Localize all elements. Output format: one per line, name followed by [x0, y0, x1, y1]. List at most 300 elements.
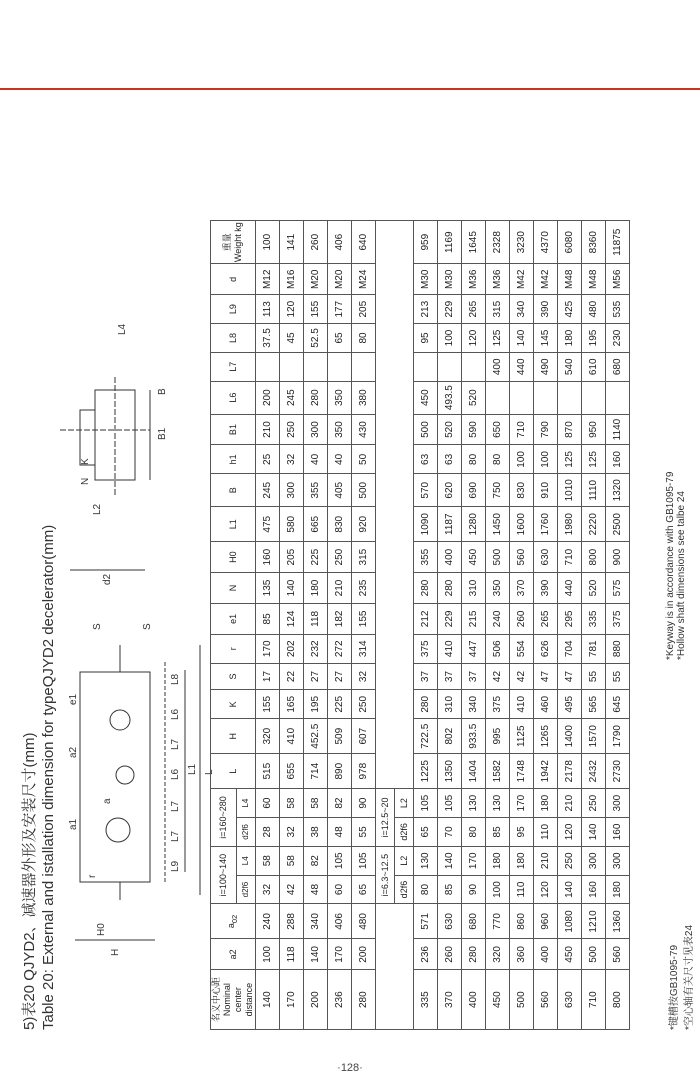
table-cell: 515: [256, 754, 280, 789]
table-cell: 170: [328, 939, 352, 970]
table-cell: 42: [510, 663, 534, 690]
table-body-large-sizes: [414, 221, 630, 1030]
table-cell: 140: [438, 846, 462, 875]
table-cell: 722.5: [414, 719, 438, 754]
table-cell: 630: [534, 542, 558, 573]
table-cell: 590: [462, 414, 486, 445]
table-cell: 180: [304, 573, 328, 604]
dim-label: a2: [68, 746, 79, 758]
table-cell: 130: [414, 846, 438, 875]
table-cell: 570: [414, 474, 438, 507]
col-header: r: [211, 634, 256, 663]
dim-label: L2: [92, 503, 103, 515]
table-cell: 118: [304, 603, 328, 634]
table-cell: 280: [352, 970, 376, 1030]
table-cell: 1748: [510, 754, 534, 789]
table-cell: 80: [486, 445, 510, 474]
table-cell: 125: [558, 445, 582, 474]
table-cell: 350: [328, 414, 352, 445]
page-number: ·128·: [337, 1062, 363, 1074]
table-cell: [534, 381, 558, 414]
table-row: [486, 221, 510, 1030]
table-cell: 42: [280, 875, 304, 904]
table-cell: 210: [328, 573, 352, 604]
col-header: L: [211, 754, 256, 789]
table-cell: 250: [582, 789, 606, 818]
table-cell: 52.5: [304, 324, 328, 353]
table-cell: M56: [606, 264, 630, 295]
table-cell: 37: [462, 663, 486, 690]
table-cell: 300: [280, 474, 304, 507]
col-subheader: d2f6: [395, 818, 414, 847]
table-cell: 200: [256, 381, 280, 414]
table-cell: 27: [304, 663, 328, 690]
table-cell: 400: [534, 939, 558, 970]
table-cell: 1600: [510, 507, 534, 542]
table-cell: 500: [414, 414, 438, 445]
col-header: K: [211, 690, 256, 719]
table-cell: 645: [606, 690, 630, 719]
table-cell: 229: [438, 603, 462, 634]
table-row: [510, 221, 534, 1030]
table-cell: 120: [462, 324, 486, 353]
table-cell: 250: [328, 542, 352, 573]
table-cell: 1360: [606, 904, 630, 939]
table-cell: 47: [558, 663, 582, 690]
table-cell: 480: [582, 295, 606, 324]
table-cell: 205: [352, 295, 376, 324]
table-row: [534, 221, 558, 1030]
table-cell: 2178: [558, 754, 582, 789]
dim-label: L7: [170, 738, 181, 750]
table-cell: 310: [438, 690, 462, 719]
table-cell: 240: [256, 904, 280, 939]
table-cell: 145: [534, 324, 558, 353]
table-cell: 28: [256, 818, 280, 847]
table-cell: 1404: [462, 754, 486, 789]
table-cell: 45: [280, 324, 304, 353]
table-cell: 48: [304, 875, 328, 904]
table-cell: [438, 352, 462, 381]
table-cell: 1942: [534, 754, 558, 789]
table-cell: 460: [534, 690, 558, 719]
table-cell: 450: [486, 970, 510, 1030]
table-cell: 225: [328, 690, 352, 719]
table-cell: 520: [438, 414, 462, 445]
table-cell: 229: [438, 295, 462, 324]
footnote-chinese: *键槽按GB1095-79 *空心轴有关尺寸见表24: [669, 924, 695, 1030]
table-cell: 170: [280, 970, 304, 1030]
table-cell: 335: [414, 970, 438, 1030]
table-cell: 571: [414, 904, 438, 939]
table-cell: 626: [534, 634, 558, 663]
col-header: N: [211, 573, 256, 604]
table-row: [328, 221, 352, 1030]
table-cell: 130: [486, 789, 510, 818]
dim-label: d2: [102, 573, 113, 585]
table-cell: 390: [534, 573, 558, 604]
table-cell: M30: [414, 264, 438, 295]
table-cell: 4370: [534, 221, 558, 264]
table-cell: 58: [256, 846, 280, 875]
table-cell: 800: [582, 542, 606, 573]
table-cell: 200: [352, 939, 376, 970]
dimension-table: [210, 220, 630, 1030]
table-cell: 85: [486, 818, 510, 847]
col-header: h1: [211, 445, 256, 474]
table-cell: M48: [558, 264, 582, 295]
table-cell: 40: [328, 445, 352, 474]
table-cell: M20: [328, 264, 352, 295]
table-cell: 90: [352, 789, 376, 818]
table-cell: 100: [486, 875, 510, 904]
table-cell: 950: [582, 414, 606, 445]
table-cell: 58: [280, 789, 304, 818]
table-cell: 630: [558, 970, 582, 1030]
table-cell: 48: [328, 818, 352, 847]
drawing-labels: [68, 323, 215, 956]
rotated-page-content: [0, 140, 700, 1040]
table-cell: 260: [510, 603, 534, 634]
table-cell: 105: [328, 846, 352, 875]
table-cell: 80: [352, 324, 376, 353]
table-cell: 620: [438, 474, 462, 507]
table-cell: 240: [486, 603, 510, 634]
table-cell: 400: [462, 970, 486, 1030]
col-header: e1: [211, 603, 256, 634]
table-cell: 300: [304, 414, 328, 445]
col-subheader: d2f6: [236, 818, 255, 847]
col-header: B: [211, 474, 256, 507]
table-cell: 170: [510, 789, 534, 818]
table-cell: 781: [582, 634, 606, 663]
col-subheader: L4: [236, 789, 255, 818]
table-cell: 360: [510, 939, 534, 970]
table-cell: 1450: [486, 507, 510, 542]
col-header: $a_{02}$: [211, 904, 256, 939]
table-cell: 17: [256, 663, 280, 690]
table-cell: 310: [462, 573, 486, 604]
table-cell: 565: [582, 690, 606, 719]
footnote-english: *Keyway is in accordance with GB1095-79 *Hollow shaft dimensions see talbe 24: [665, 471, 687, 660]
table-cell: 560: [510, 542, 534, 573]
table-row: [414, 221, 438, 1030]
table-cell: 110: [534, 818, 558, 847]
table-cell: 890: [328, 754, 352, 789]
table-cell: 554: [510, 634, 534, 663]
table-row: [256, 221, 280, 1030]
table-cell: 182: [328, 603, 352, 634]
dim-label: r: [87, 874, 98, 878]
table-cell: 680: [606, 352, 630, 381]
table-cell: 225: [304, 542, 328, 573]
col-header: H: [211, 719, 256, 754]
table-row: [438, 221, 462, 1030]
dim-label: a1: [68, 818, 79, 830]
dim-label: L9: [170, 860, 181, 872]
table-cell: 405: [328, 474, 352, 507]
table-cell: 710: [558, 542, 582, 573]
table-cell: 280: [304, 381, 328, 414]
table-cell: 140: [558, 875, 582, 904]
table-cell: 1125: [510, 719, 534, 754]
table-body-small-sizes: [256, 221, 376, 1030]
table-cell: 170: [256, 634, 280, 663]
table-cell: 490: [534, 352, 558, 381]
table-cell: 410: [280, 719, 304, 754]
table-cell: 280: [462, 939, 486, 970]
table-cell: 535: [606, 295, 630, 324]
table-row: [304, 221, 328, 1030]
table-cell: 160: [606, 818, 630, 847]
table-cell: 113: [256, 295, 280, 324]
table-cell: 500: [582, 939, 606, 970]
dim-label: S: [142, 623, 153, 630]
table-cell: 160: [256, 542, 280, 573]
table-cell: 11875: [606, 221, 630, 264]
ratio-subheader-row: [395, 221, 414, 1030]
col-subheader: L2: [395, 846, 414, 875]
table-cell: 978: [352, 754, 376, 789]
table-cell: M42: [534, 264, 558, 295]
table-cell: [582, 381, 606, 414]
table-cell: 450: [558, 939, 582, 970]
table-cell: 560: [606, 939, 630, 970]
table-cell: 80: [462, 445, 486, 474]
table-cell: 560: [534, 970, 558, 1030]
col-subheader: L4: [236, 846, 255, 875]
table-cell: [414, 352, 438, 381]
table-cell: 500: [510, 970, 534, 1030]
table-cell: 933.5: [462, 719, 486, 754]
dim-label: L7: [170, 800, 181, 812]
table-cell: 110: [510, 875, 534, 904]
table-cell: [280, 352, 304, 381]
col-header: L9: [211, 295, 256, 324]
col-header: 名义中心距 Nominal center distance: [211, 970, 256, 1030]
table-cell: 704: [558, 634, 582, 663]
col-subheader: L2: [395, 789, 414, 818]
table-cell: 959: [414, 221, 438, 264]
table-cell: 37: [414, 663, 438, 690]
table-cell: 265: [534, 603, 558, 634]
ratio-label: i=12.5~20: [376, 789, 395, 847]
table-cell: 280: [438, 573, 462, 604]
table-cell: 960: [534, 904, 558, 939]
table-cell: 180: [486, 846, 510, 875]
table-cell: 509: [328, 719, 352, 754]
dim-label: B1: [157, 427, 168, 440]
table-cell: [486, 381, 510, 414]
table-cell: 1110: [582, 474, 606, 507]
col-header: S: [211, 663, 256, 690]
table-cell: 452.5: [304, 719, 328, 754]
table-cell: M20: [304, 264, 328, 295]
table-cell: 1570: [582, 719, 606, 754]
table-cell: 100: [256, 221, 280, 264]
table-cell: 690: [462, 474, 486, 507]
table-cell: 610: [582, 352, 606, 381]
table-cell: 63: [414, 445, 438, 474]
table-cell: 213: [414, 295, 438, 324]
table-cell: 1400: [558, 719, 582, 754]
table-cell: 580: [280, 507, 304, 542]
col-header: i=100~140: [211, 846, 237, 904]
table-cell: 232: [304, 634, 328, 663]
table-cell: 85: [438, 875, 462, 904]
table-cell: 430: [352, 414, 376, 445]
table-cell: 141: [280, 221, 304, 264]
header-row: [211, 221, 237, 1030]
table-cell: 425: [558, 295, 582, 324]
col-subheader: d2f6: [395, 875, 414, 904]
table-cell: 85: [256, 603, 280, 634]
table-cell: 160: [606, 445, 630, 474]
table-cell: 55: [606, 663, 630, 690]
table-cell: 870: [558, 414, 582, 445]
table-cell: 260: [304, 221, 328, 264]
table-cell: 2432: [582, 754, 606, 789]
table-cell: 60: [328, 875, 352, 904]
table-cell: 350: [328, 381, 352, 414]
table-cell: 320: [486, 939, 510, 970]
table-cell: 1169: [438, 221, 462, 264]
table-cell: 180: [606, 875, 630, 904]
table-cell: 27: [328, 663, 352, 690]
table-cell: 860: [510, 904, 534, 939]
table-cell: 350: [486, 573, 510, 604]
table-row: [352, 221, 376, 1030]
table-cell: 300: [606, 846, 630, 875]
table-cell: 1265: [534, 719, 558, 754]
table-row: [462, 221, 486, 1030]
table-cell: 58: [304, 789, 328, 818]
table-cell: 70: [438, 818, 462, 847]
table-cell: 540: [558, 352, 582, 381]
table-cell: 210: [256, 414, 280, 445]
dim-label: N: [80, 477, 91, 485]
table-cell: [256, 352, 280, 381]
col-header: 重量 Weight kg: [211, 221, 256, 264]
table-cell: 1760: [534, 507, 558, 542]
table-cell: 802: [438, 719, 462, 754]
table-row: [582, 221, 606, 1030]
table-cell: 6080: [558, 221, 582, 264]
table-cell: 1010: [558, 474, 582, 507]
table-cell: 2730: [606, 754, 630, 789]
table-cell: 2328: [486, 221, 510, 264]
table-cell: 1140: [606, 414, 630, 445]
table-cell: 1225: [414, 754, 438, 789]
table-cell: 140: [582, 818, 606, 847]
table-cell: 120: [558, 818, 582, 847]
table-cell: 63: [438, 445, 462, 474]
table-cell: 355: [304, 474, 328, 507]
table-cell: 125: [582, 445, 606, 474]
table-cell: 370: [438, 970, 462, 1030]
table-cell: 495: [558, 690, 582, 719]
table-cell: 800: [606, 970, 630, 1030]
dim-label: B: [157, 388, 168, 395]
table-cell: 80: [414, 875, 438, 904]
table-cell: 32: [280, 445, 304, 474]
table-cell: 230: [606, 324, 630, 353]
table-cell: 180: [558, 324, 582, 353]
table-cell: 280: [414, 690, 438, 719]
table-cell: 135: [256, 573, 280, 604]
col-header: i=160~280: [211, 789, 237, 847]
table-cell: 575: [606, 573, 630, 604]
table-cell: 410: [438, 634, 462, 663]
table-cell: 450: [414, 381, 438, 414]
table-cell: [558, 381, 582, 414]
table-cell: [510, 381, 534, 414]
dim-label: L8: [170, 673, 181, 685]
table-cell: 95: [510, 818, 534, 847]
table-cell: 118: [280, 939, 304, 970]
table-cell: 205: [280, 542, 304, 573]
table-cell: M30: [438, 264, 462, 295]
table-cell: 500: [352, 474, 376, 507]
table-cell: 1280: [462, 507, 486, 542]
table-cell: 42: [486, 663, 510, 690]
table-cell: 130: [462, 789, 486, 818]
table-cell: 410: [510, 690, 534, 719]
table-cell: 880: [606, 634, 630, 663]
table-cell: 22: [280, 663, 304, 690]
table-cell: 58: [280, 846, 304, 875]
table-cell: 830: [510, 474, 534, 507]
table-cell: 195: [304, 690, 328, 719]
table-cell: 406: [328, 904, 352, 939]
table-cell: 177: [328, 295, 352, 324]
shaft-circle-1: [106, 818, 130, 842]
table-cell: 37.5: [256, 324, 280, 353]
table-cell: 32: [280, 818, 304, 847]
table-cell: 32: [352, 663, 376, 690]
table-cell: 520: [462, 381, 486, 414]
table-cell: 340: [462, 690, 486, 719]
table-cell: 288: [280, 904, 304, 939]
table-cell: 105: [438, 789, 462, 818]
table-cell: 65: [414, 818, 438, 847]
table-cell: 1187: [438, 507, 462, 542]
table-cell: 450: [462, 542, 486, 573]
dim-label: L4: [117, 323, 128, 335]
header-rule: [0, 88, 700, 90]
table-cell: 55: [582, 663, 606, 690]
table-cell: 50: [352, 445, 376, 474]
table-cell: 260: [438, 939, 462, 970]
table-cell: 375: [486, 690, 510, 719]
table-cell: 400: [438, 542, 462, 573]
table-cell: 607: [352, 719, 376, 754]
table-cell: 245: [256, 474, 280, 507]
table-cell: 750: [486, 474, 510, 507]
table-row: [606, 221, 630, 1030]
table-cell: 40: [304, 445, 328, 474]
table-cell: 65: [328, 324, 352, 353]
table-cell: 1350: [438, 754, 462, 789]
table-row: [280, 221, 304, 1030]
table-cell: 1645: [462, 221, 486, 264]
table-cell: 180: [510, 846, 534, 875]
table-cell: 370: [510, 573, 534, 604]
table-cell: 105: [352, 846, 376, 875]
table-cell: 710: [510, 414, 534, 445]
col-header: L8: [211, 324, 256, 353]
table-cell: 500: [486, 542, 510, 573]
